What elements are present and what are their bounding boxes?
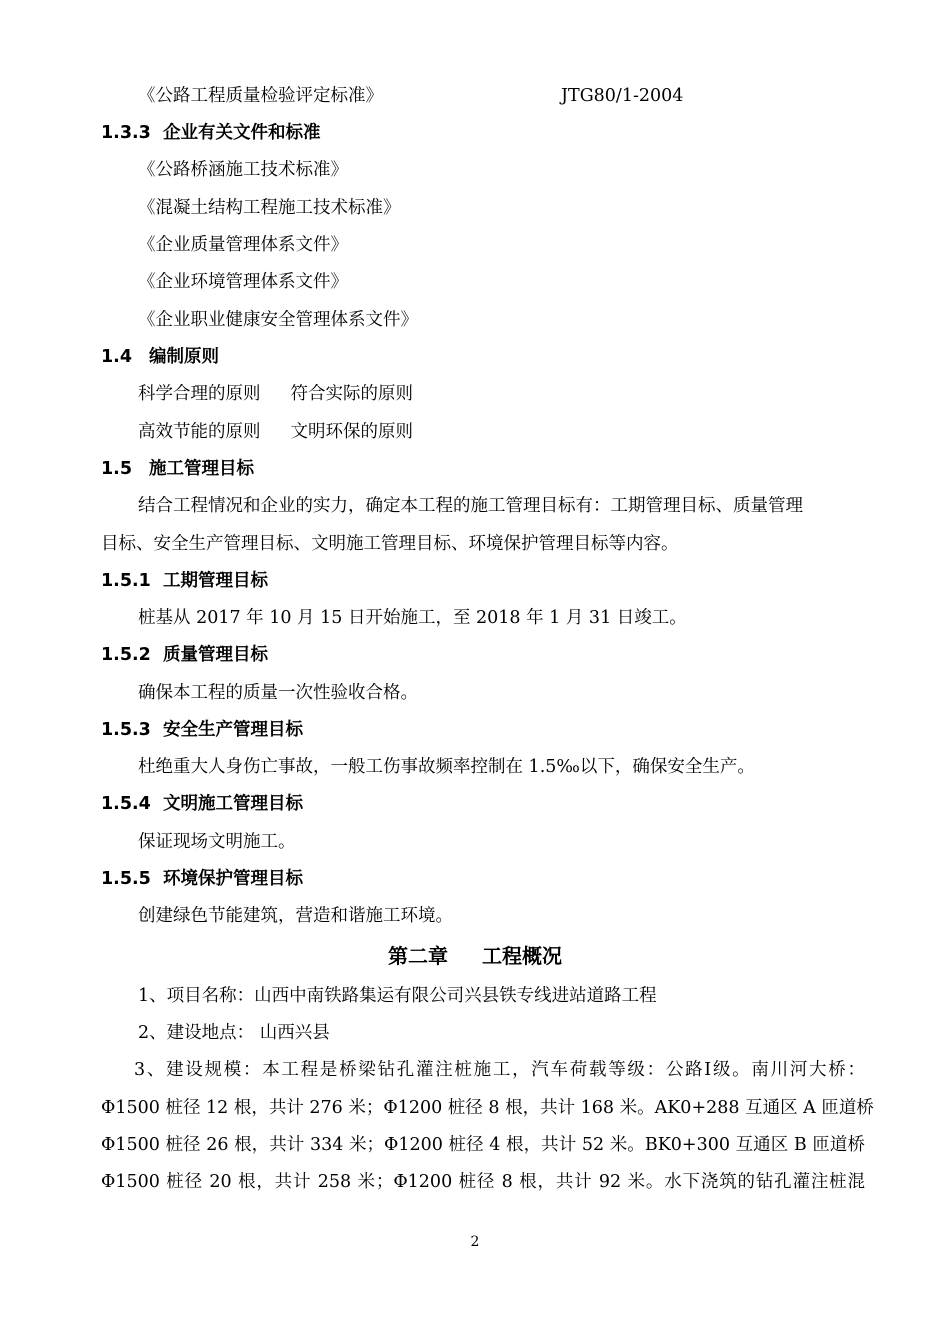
- chapter-label: 第二章: [388, 944, 448, 968]
- paragraph-line: Φ1500 桩径 20 根，共计 258 米；Φ1200 桩径 8 根，共计 92 米。水下浇筑的钻孔灌注桩混: [101, 1172, 865, 1192]
- paragraph-line: 3、建设规模：本工程是桥梁钻孔灌注桩施工，汽车荷载等级：公路Ⅰ级。南川河大桥：: [134, 1060, 865, 1080]
- list-item: 《企业质量管理体系文件》: [138, 235, 348, 255]
- section-title: 环境保护管理目标: [163, 869, 303, 889]
- section-heading-1-5-4: [101, 792, 303, 816]
- principle-item: 符合实际的原则: [290, 384, 413, 404]
- chapter-title: 工程概况: [482, 944, 562, 968]
- list-item: 《企业环境管理体系文件》: [138, 272, 348, 292]
- section-number: 1.5.4: [101, 794, 151, 814]
- section-number: 1.4: [101, 347, 133, 367]
- principle-item: 科学合理的原则: [138, 384, 261, 404]
- paragraph-line: Φ1500 桩径 26 根，共计 334 米；Φ1200 桩径 4 根，共计 52 米。BK0+300 互通区 B 匝道桥: [101, 1135, 865, 1155]
- paragraph-line: 保证现场文明施工。: [138, 832, 296, 852]
- list-item: 《公路桥涵施工技术标准》: [138, 160, 348, 180]
- section-number: 1.3.3: [101, 123, 151, 143]
- chapter-heading: [0, 940, 950, 969]
- list-item: 《混凝土结构工程施工技术标准》: [138, 198, 401, 218]
- section-number: 1.5.3: [101, 720, 151, 740]
- project-item: 2、建设地点： 山西兴县: [138, 1023, 330, 1043]
- principle-item: 文明环保的原则: [290, 422, 413, 442]
- project-item: 1、项目名称：山西中南铁路集运有限公司兴县铁专线进站道路工程: [138, 986, 657, 1006]
- principle-item: 高效节能的原则: [138, 422, 261, 442]
- paragraph-line: 目标、安全生产管理目标、文明施工管理目标、环境保护管理目标等内容。: [101, 534, 679, 554]
- section-number: 1.5.1: [101, 571, 151, 591]
- principle-row: [138, 420, 413, 444]
- standard-title: 《公路工程质量检验评定标准》: [138, 86, 383, 106]
- section-heading-1-5-3: [101, 718, 303, 742]
- section-title: 工期管理目标: [163, 571, 268, 591]
- section-number: 1.5.5: [101, 869, 151, 889]
- paragraph-line: 桩基从 2017 年 10 月 15 日开始施工，至 2018 年 1 月 31 日竣工。: [138, 608, 687, 628]
- standard-code: JTG80/1-2004: [561, 86, 684, 106]
- paragraph-line: 结合工程情况和企业的实力，确定本工程的施工管理目标有：工期管理目标、质量管理: [138, 496, 803, 516]
- section-heading-1-4: [101, 345, 219, 369]
- section-title: 企业有关文件和标准: [163, 123, 321, 143]
- paragraph-line: 确保本工程的质量一次性验收合格。: [138, 683, 418, 703]
- section-title: 施工管理目标: [149, 459, 254, 479]
- paragraph-line: 创建绿色节能建筑，营造和谐施工环境。: [138, 906, 453, 926]
- section-heading-1-5-5: [101, 867, 303, 891]
- section-heading-1-5-2: [101, 643, 268, 667]
- principle-row: [138, 382, 413, 406]
- section-heading-1-5-1: [101, 569, 268, 593]
- standard-reference-line: [138, 84, 383, 108]
- section-number: 1.5.2: [101, 645, 151, 665]
- section-title: 编制原则: [149, 347, 219, 367]
- paragraph-line: 杜绝重大人身伤亡事故，一般工伤事故频率控制在 1.5‰以下，确保安全生产。: [138, 757, 755, 777]
- section-title: 文明施工管理目标: [163, 794, 303, 814]
- page-number: 2: [470, 1234, 480, 1250]
- section-title: 质量管理目标: [163, 645, 268, 665]
- list-item: 《企业职业健康安全管理体系文件》: [138, 310, 418, 330]
- section-title: 安全生产管理目标: [163, 720, 303, 740]
- section-number: 1.5: [101, 459, 133, 479]
- section-heading-1-3-3: [101, 121, 321, 145]
- section-heading-1-5: [101, 457, 254, 481]
- paragraph-line: Φ1500 桩径 12 根，共计 276 米；Φ1200 桩径 8 根，共计 168 米。AK0+288 互通区 A 匝道桥: [101, 1098, 874, 1118]
